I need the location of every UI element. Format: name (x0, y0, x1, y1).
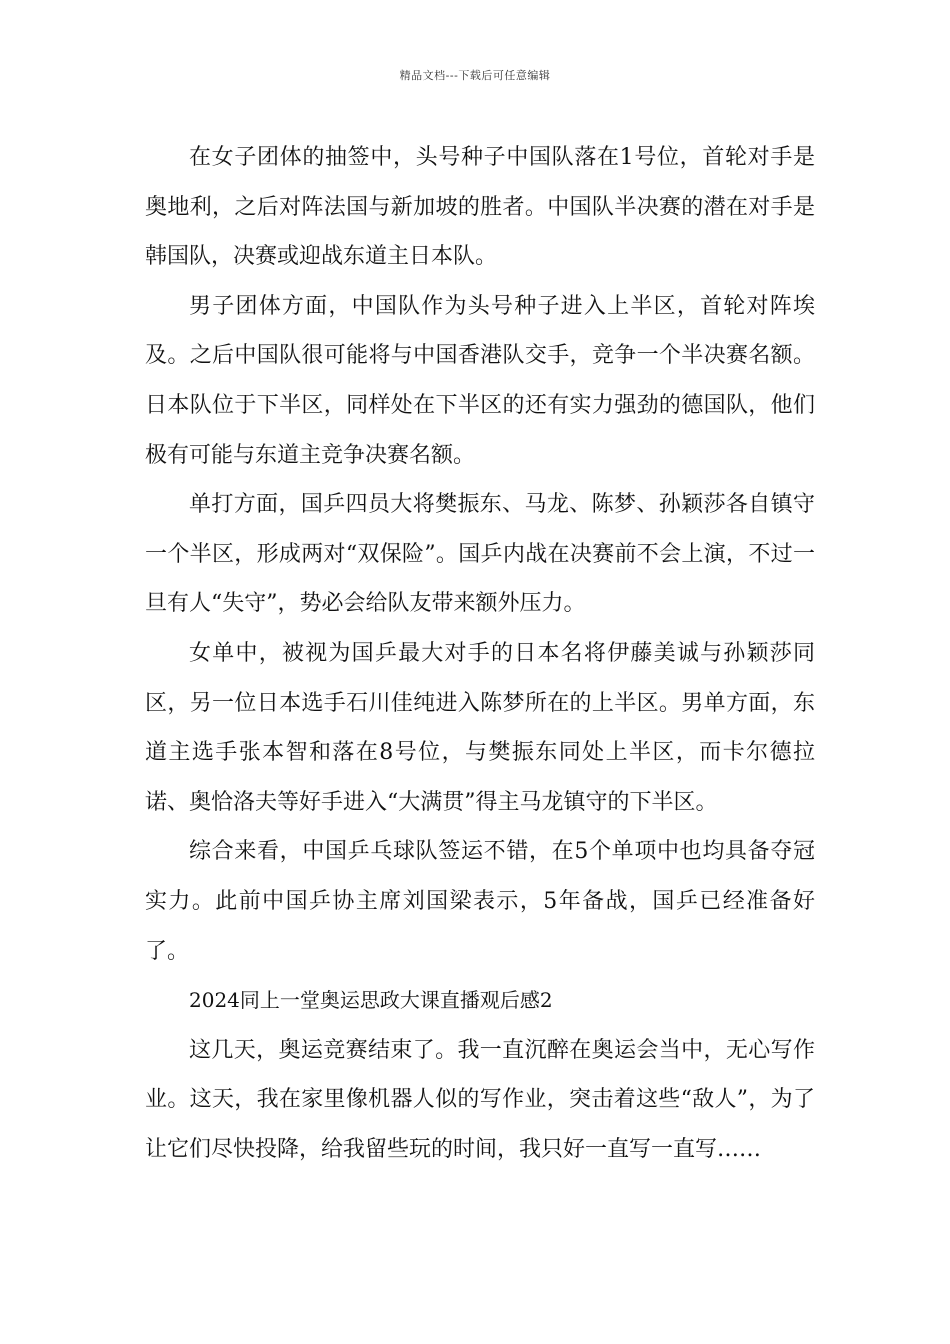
paragraph: 这几天，奥运竞赛结束了。我一直沉醉在奥运会当中，无心写作业。这天，我在家里像机器人似的写作业，突击着这些“敌人”，为了让它们尽快投降，给我留些玩的时间，我只好一直写一直写…… (145, 1037, 815, 1162)
paragraph: 单打方面，国乒四员大将樊振东、马龙、陈梦、孙颖莎各自镇守一个半区，形成两对“双保险”。国乒内战在决赛前不会上演，不过一旦有人“失守”，势必会给队友带来额外压力。 (145, 492, 815, 617)
document-body (145, 133, 815, 1174)
paragraph: 男子团体方面，中国队作为头号种子进入上半区，首轮对阵埃及。之后中国队很可能将与中国香港队交手，竞争一个半决赛名额。日本队位于下半区，同样处在下半区的还有实力强劲的德国队，他们极有可能与东道主竞争决赛名额。 (145, 293, 815, 468)
paragraph: 女单中，被视为国乒最大对手的日本名将伊藤美诚与孙颖莎同区，另一位日本选手石川佳纯进入陈梦所在的上半区。男单方面，东道主选手张本智和落在8号位，与樊振东同处上半区，而卡尔德拉诺、奥恰洛夫等好手进入“大满贯”得主马龙镇守的下半区。 (145, 640, 815, 815)
page-header: 精品文档---下载后可任意编辑 (399, 69, 551, 82)
paragraph: 综合来看，中国乒乓球队签运不错，在5个单项中也均具备夺冠实力。此前中国乒协主席刘国梁表示，5年备战，国乒已经准备好了。 (145, 839, 815, 964)
paragraph: 在女子团体的抽签中，头号种子中国队落在1号位，首轮对手是奥地利，之后对阵法国与新加坡的胜者。中国队半决赛的潜在对手是韩国队，决赛或迎战东道主日本队。 (145, 145, 815, 270)
section-heading: 2024同上一堂奥运思政大课直播观后感2 (189, 988, 553, 1013)
